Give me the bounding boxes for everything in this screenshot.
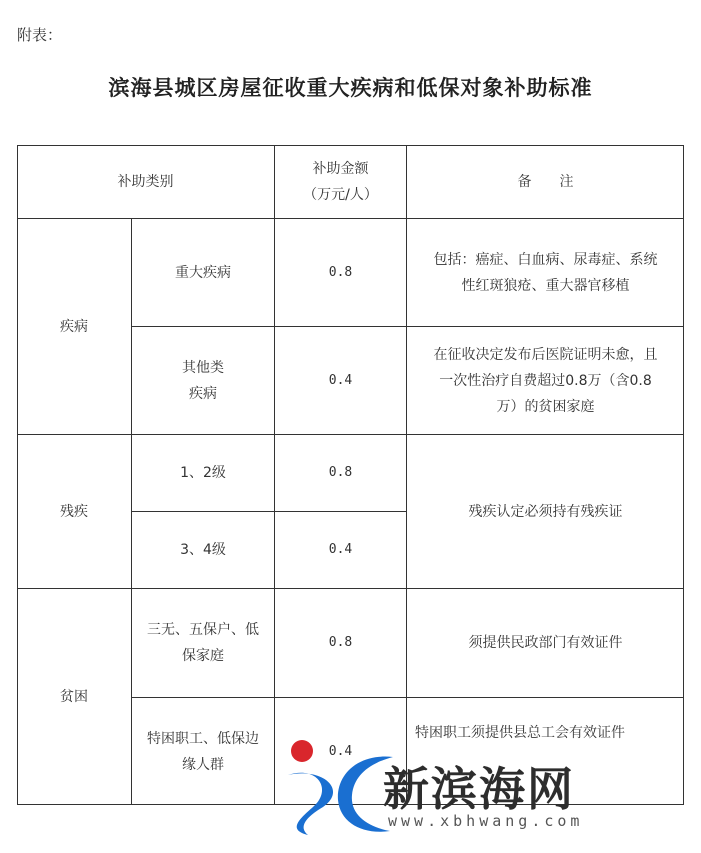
watermark-logo — [278, 735, 398, 845]
note-text: 特困职工须提供县总工会有效证件 — [415, 725, 625, 741]
appendix-label: 附表： — [17, 26, 63, 44]
watermark-brand: 新滨海网 — [383, 762, 575, 816]
amount-value: 0.4 — [328, 372, 353, 388]
amount-value: 0.8 — [328, 264, 353, 280]
sub-category: 其他类 疾病 — [182, 359, 224, 402]
document-title: 滨海县城区房屋征收重大疾病和低保对象补助标准 — [108, 75, 593, 100]
amount-value: 0.8 — [328, 465, 353, 480]
header-note: 备 注 — [517, 173, 574, 190]
watermark-url: www.xbhwang.com — [388, 812, 584, 830]
sub-category: 重大疾病 — [175, 264, 231, 281]
subsidy-table — [17, 145, 684, 805]
note-text: 须提供民政部门有效证件 — [468, 635, 623, 651]
group-poverty: 贫困 — [60, 689, 88, 705]
sub-category: 特困职工、低保边 缘人群 — [147, 730, 259, 773]
amount-value: 0.4 — [328, 743, 353, 759]
note-text: 包括：癌症、白血病、尿毒症、系统 性红斑狼疮、重大器官移植 — [433, 251, 658, 294]
note-text: 在征收决定发布后医院证明未愈，且 一次性治疗自费超过0.8万（含0.8 万）的贫困家庭 — [433, 346, 658, 415]
amount-value: 0.8 — [328, 635, 353, 650]
group-disability: 残疾 — [60, 503, 88, 520]
sub-category: 1、2级 — [180, 465, 226, 481]
note-text: 残疾认定必须持有残疾证 — [468, 503, 623, 520]
header-amount: 补助金额 （万元/人） — [303, 160, 378, 203]
logo-dot — [291, 740, 313, 762]
sub-category: 三无、五保户、低 保家庭 — [147, 622, 259, 664]
group-illness: 疾病 — [60, 318, 88, 335]
logo-s-shape — [288, 773, 333, 835]
header-category: 补助类别 — [117, 173, 174, 190]
sub-category: 3、4级 — [180, 542, 226, 558]
amount-value: 0.4 — [328, 542, 353, 557]
